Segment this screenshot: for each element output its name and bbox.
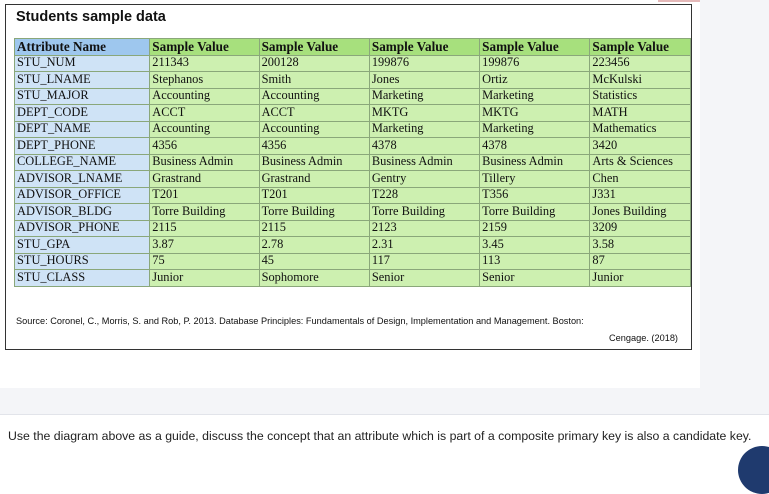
attribute-name-cell: ADVISOR_BLDG [15, 204, 150, 221]
sample-value-cell: Marketing [480, 88, 590, 105]
attribute-name-cell: COLLEGE_NAME [15, 154, 150, 171]
sample-value-cell: Grastrand [150, 171, 259, 188]
sample-value-cell: Smith [259, 72, 369, 89]
attribute-name-cell: ADVISOR_LNAME [15, 171, 150, 188]
table-header-row [15, 39, 691, 56]
students-sample-table [14, 38, 691, 287]
sample-value-cell: Accounting [259, 88, 369, 105]
sample-value-cell: 4378 [369, 138, 479, 155]
sample-value-cell: Torre Building [480, 204, 590, 221]
sample-value-cell: MATH [590, 105, 691, 122]
table-row [15, 88, 691, 105]
sample-value-cell: 113 [480, 253, 590, 270]
sample-value-cell: Arts & Sciences [590, 154, 691, 171]
sample-value-cell: 4356 [150, 138, 259, 155]
table-row [15, 237, 691, 254]
sample-value-cell: 2115 [150, 220, 259, 237]
sample-value-cell: Accounting [150, 121, 259, 138]
table-row [15, 55, 691, 72]
sample-value-cell: Accounting [259, 121, 369, 138]
sample-value-cell: 200128 [259, 55, 369, 72]
source-line-2: Cengage. (2018) [609, 333, 678, 343]
table-row [15, 72, 691, 89]
sample-value-cell: Business Admin [150, 154, 259, 171]
sample-value-cell: 199876 [480, 55, 590, 72]
sample-value-cell: Accounting [150, 88, 259, 105]
sample-value-cell: Marketing [369, 121, 479, 138]
header-sample-value-2: Sample Value [259, 39, 369, 56]
sample-value-cell: Marketing [369, 88, 479, 105]
header-sample-value-5: Sample Value [590, 39, 691, 56]
table-row [15, 253, 691, 270]
sample-value-cell: 2.78 [259, 237, 369, 254]
sample-value-cell: 3.87 [150, 237, 259, 254]
sample-value-cell: T228 [369, 187, 479, 204]
sample-value-cell: Junior [150, 270, 259, 287]
sample-value-cell: MKTG [369, 105, 479, 122]
attribute-name-cell: STU_MAJOR [15, 88, 150, 105]
header-attribute-name: Attribute Name [15, 39, 150, 56]
sample-value-cell: 3.58 [590, 237, 691, 254]
header-sample-value-3: Sample Value [369, 39, 479, 56]
attribute-name-cell: ADVISOR_OFFICE [15, 187, 150, 204]
sample-value-cell: Tillery [480, 171, 590, 188]
sample-value-cell: 2115 [259, 220, 369, 237]
right-side-panel [700, 0, 769, 388]
source-line-1: Source: Coronel, C., Morris, S. and Rob, P. 2013. Database Principles: Fundamentals of Design, Implementation and Management. Boston: [16, 316, 584, 326]
attribute-name-cell: STU_HOURS [15, 253, 150, 270]
sample-value-cell: 2123 [369, 220, 479, 237]
sample-value-cell: Senior [369, 270, 479, 287]
sample-value-cell: 211343 [150, 55, 259, 72]
table-row [15, 154, 691, 171]
question-text: Use the diagram above as a guide, discuss the concept that an attribute which is part of a composite primary key is also a candidate key. [8, 429, 752, 443]
sample-value-cell: 75 [150, 253, 259, 270]
sample-value-cell: Gentry [369, 171, 479, 188]
floating-action-button[interactable] [738, 446, 769, 494]
sample-value-cell: Chen [590, 171, 691, 188]
table-row [15, 105, 691, 122]
sample-value-cell: Senior [480, 270, 590, 287]
sample-value-cell: 4378 [480, 138, 590, 155]
sample-value-cell: Torre Building [369, 204, 479, 221]
section-divider [0, 388, 769, 415]
table-row [15, 187, 691, 204]
sample-value-cell: 199876 [369, 55, 479, 72]
attribute-name-cell: ADVISOR_PHONE [15, 220, 150, 237]
sample-value-cell: Business Admin [369, 154, 479, 171]
sample-value-cell: 2159 [480, 220, 590, 237]
sample-value-cell: Jones [369, 72, 479, 89]
sample-value-cell: Stephanos [150, 72, 259, 89]
sample-value-cell: 87 [590, 253, 691, 270]
header-sample-value-4: Sample Value [480, 39, 590, 56]
source-citation [16, 313, 678, 347]
attribute-name-cell: STU_LNAME [15, 72, 150, 89]
attribute-name-cell: DEPT_PHONE [15, 138, 150, 155]
sample-value-cell: 223456 [590, 55, 691, 72]
sample-value-cell: Torre Building [259, 204, 369, 221]
sample-value-cell: 3420 [590, 138, 691, 155]
header-sample-value-1: Sample Value [150, 39, 259, 56]
sample-value-cell: Business Admin [480, 154, 590, 171]
table-row [15, 121, 691, 138]
table-row [15, 204, 691, 221]
sample-value-cell: 4356 [259, 138, 369, 155]
sample-value-cell: 45 [259, 253, 369, 270]
sample-value-cell: Junior [590, 270, 691, 287]
table-row [15, 171, 691, 188]
attribute-name-cell: STU_NUM [15, 55, 150, 72]
attribute-name-cell: DEPT_CODE [15, 105, 150, 122]
sample-value-cell: 2.31 [369, 237, 479, 254]
table-row [15, 138, 691, 155]
sample-value-cell: T356 [480, 187, 590, 204]
sample-value-cell: ACCT [259, 105, 369, 122]
sample-value-cell: Sophomore [259, 270, 369, 287]
sample-value-cell: Marketing [480, 121, 590, 138]
figure-card [5, 4, 692, 350]
sample-value-cell: ACCT [150, 105, 259, 122]
attribute-name-cell: DEPT_NAME [15, 121, 150, 138]
table-row [15, 270, 691, 287]
attribute-name-cell: STU_GPA [15, 237, 150, 254]
attribute-name-cell: STU_CLASS [15, 270, 150, 287]
table-row [15, 220, 691, 237]
sample-value-cell: Business Admin [259, 154, 369, 171]
table-body [15, 55, 691, 286]
sample-value-cell: McKulski [590, 72, 691, 89]
sample-value-cell: 3.45 [480, 237, 590, 254]
sample-value-cell: 3209 [590, 220, 691, 237]
sample-value-cell: J331 [590, 187, 691, 204]
sample-value-cell: Grastrand [259, 171, 369, 188]
sample-value-cell: T201 [259, 187, 369, 204]
table-wrapper [14, 38, 691, 287]
sample-value-cell: Torre Building [150, 204, 259, 221]
sample-value-cell: Jones Building [590, 204, 691, 221]
sample-value-cell: 117 [369, 253, 479, 270]
sample-value-cell: Mathematics [590, 121, 691, 138]
sample-value-cell: Ortiz [480, 72, 590, 89]
sample-value-cell: Statistics [590, 88, 691, 105]
sample-value-cell: MKTG [480, 105, 590, 122]
figure-title: Students sample data [16, 9, 166, 25]
sample-value-cell: T201 [150, 187, 259, 204]
